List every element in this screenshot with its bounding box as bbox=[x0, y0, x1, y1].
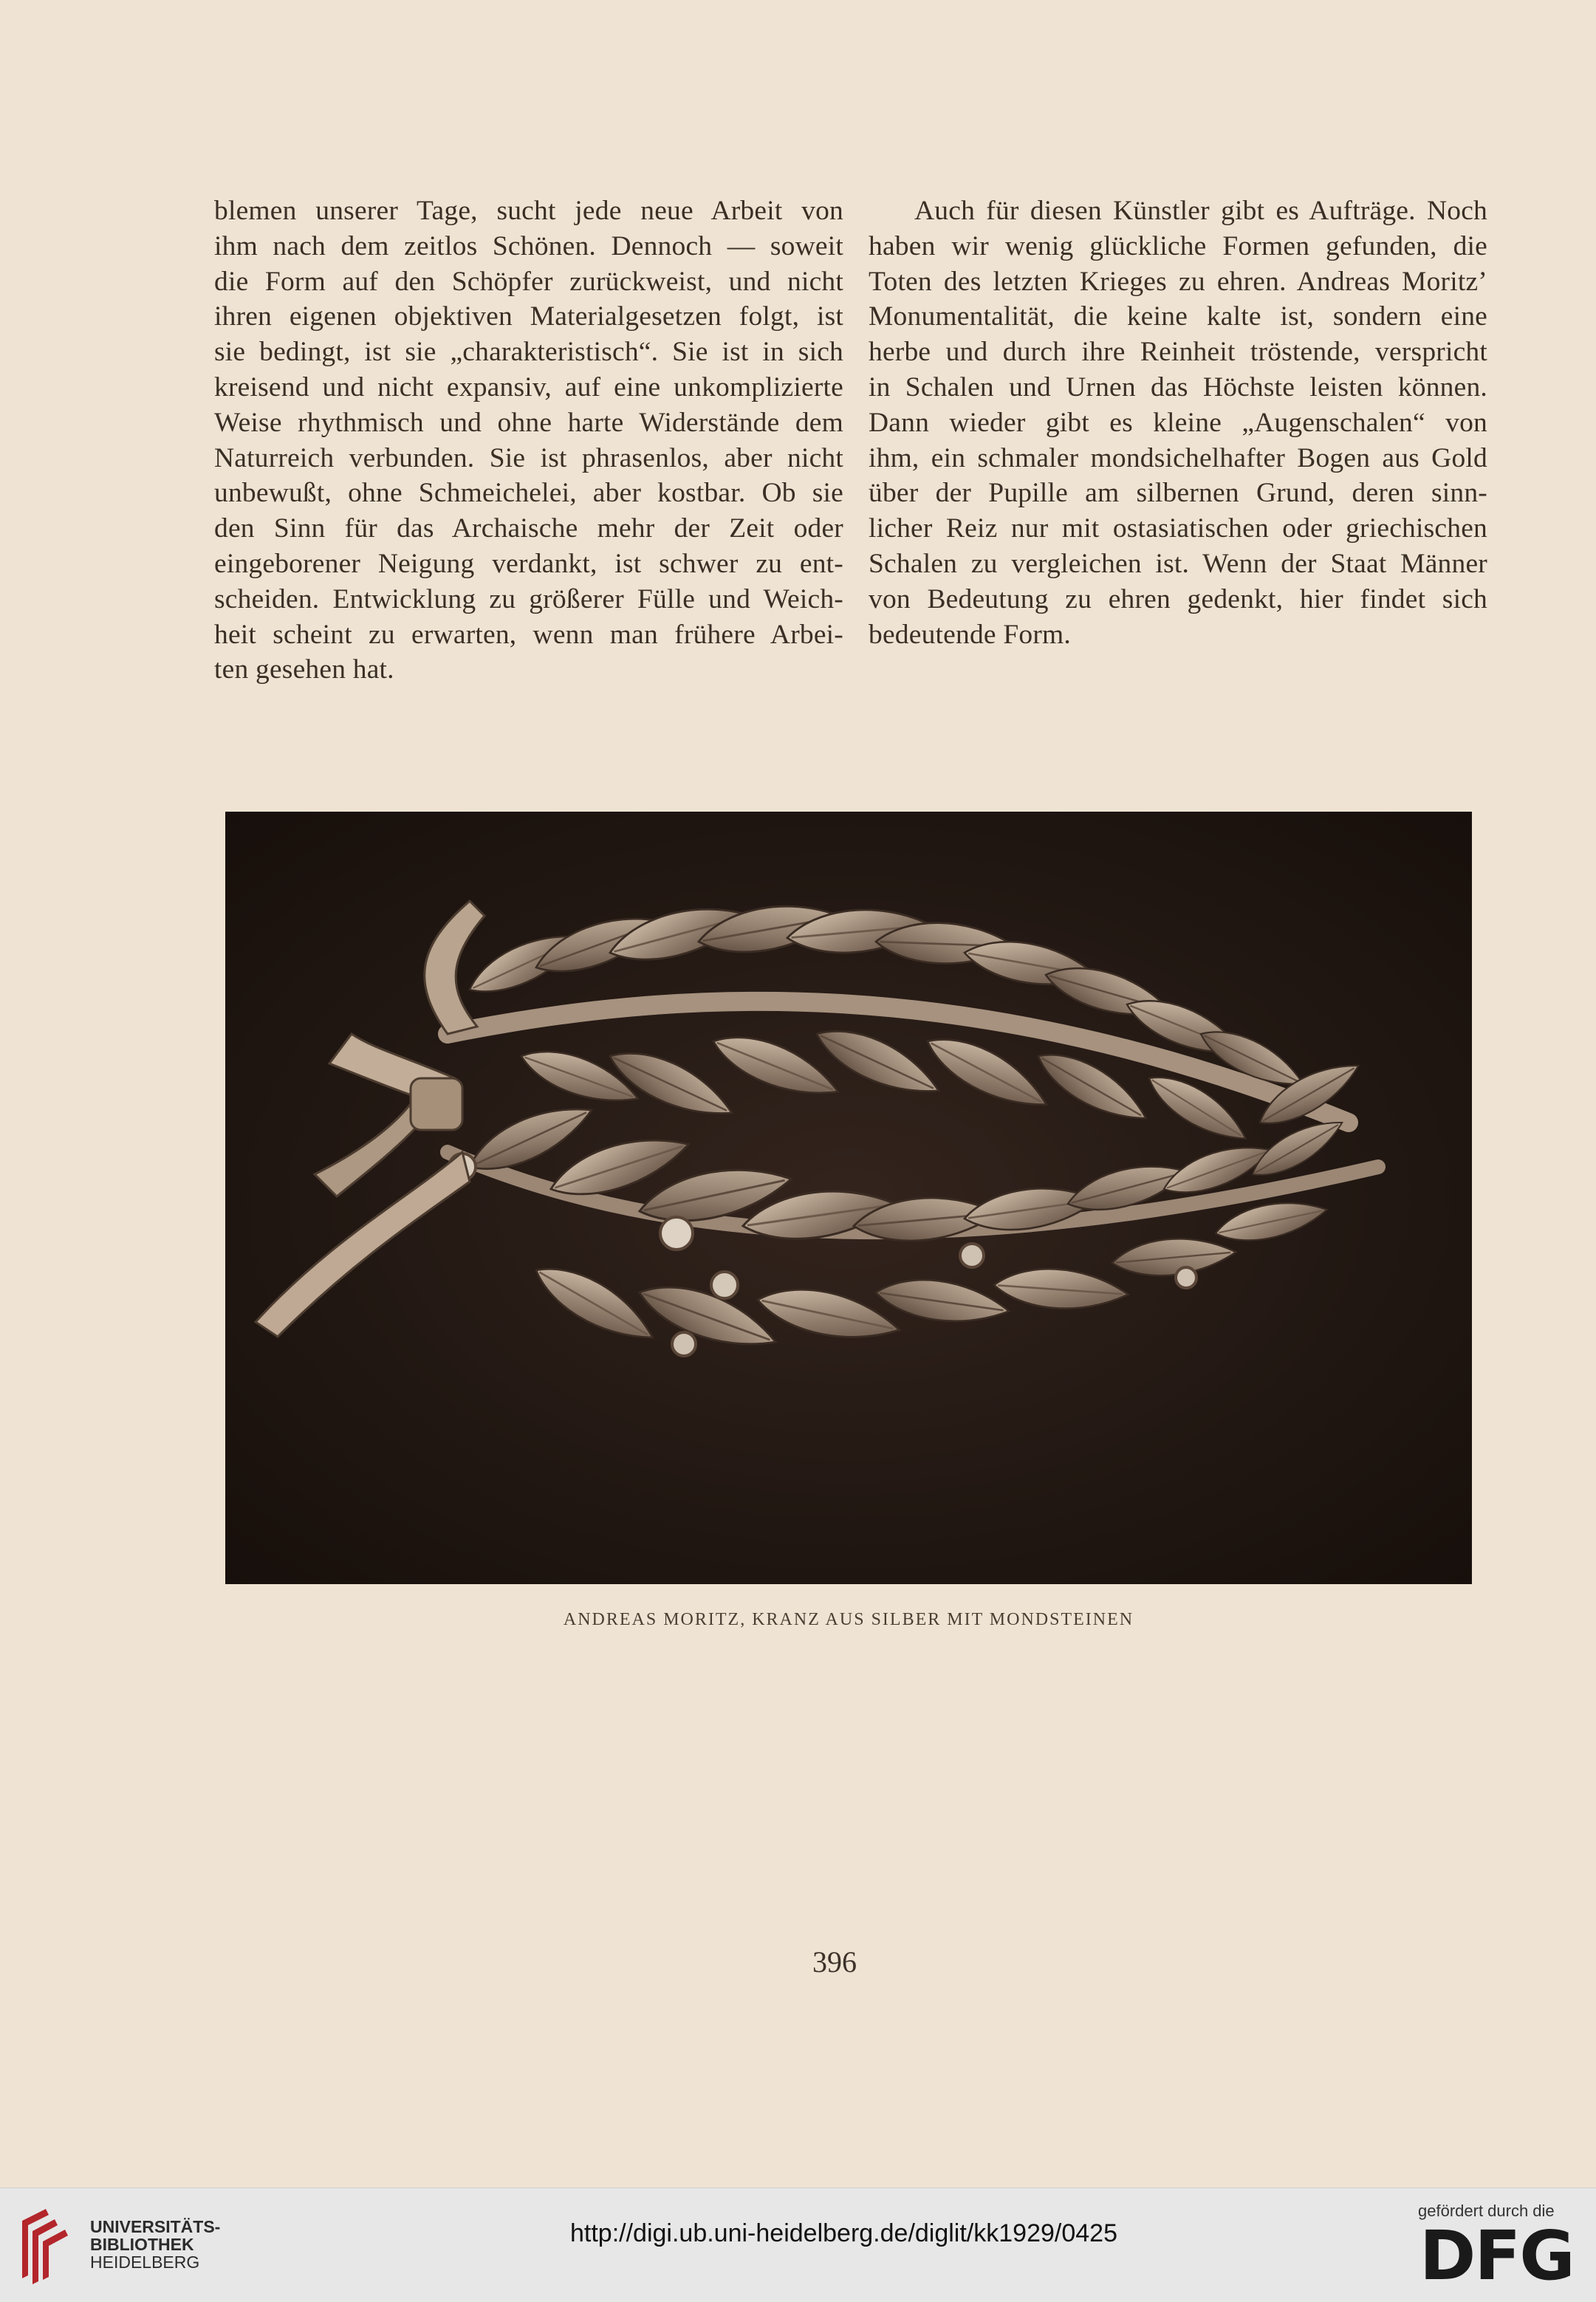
text-line: von Bedeutung zu ehren gedenkt, hier findet sich bbox=[869, 583, 1487, 614]
text-line: den Sinn für das Archaische mehr der Zeit oder bbox=[214, 513, 843, 544]
text-line: ten gesehen hat. bbox=[214, 654, 394, 685]
text-line: Weise rhythmisch und ohne harte Widerstände dem bbox=[214, 407, 843, 438]
left-text-column bbox=[214, 193, 843, 688]
text-line: herbe und durch ihre Reinheit tröstende, verspricht bbox=[869, 337, 1487, 368]
text-line: Schalen zu vergleichen ist. Wenn der Staat Männer bbox=[869, 548, 1487, 579]
text-line: Auch für diesen Künstler gibt es Aufträge. Noch bbox=[914, 196, 1487, 226]
dfg-logo: DFG bbox=[1419, 2216, 1574, 2295]
text-line: ihm nach dem zeitlos Schönen. Dennoch — soweit bbox=[214, 230, 843, 261]
text-line: die Form auf den Schöpfer zurückweist, und nicht bbox=[214, 266, 843, 297]
footer-bar bbox=[0, 2188, 1596, 2302]
library-name bbox=[90, 2218, 220, 2271]
text-line: kreisend und nicht expansiv, auf eine unkomplizierte bbox=[214, 371, 843, 402]
wreath-image bbox=[226, 812, 1471, 1583]
text-line: Naturreich verbunden. Sie ist phrasenlos, aber nicht bbox=[214, 442, 843, 473]
text-line: Monumentalität, die keine kalte ist, sondern eine bbox=[869, 301, 1487, 332]
text-line: blemen unserer Tage, sucht jede neue Arbeit von bbox=[214, 196, 843, 226]
text-line: bedeutende Form. bbox=[869, 619, 1071, 650]
text-line: sie bedingt, ist sie „charakteristisch“. Sie ist in sich bbox=[214, 337, 843, 368]
wreath-photograph bbox=[226, 812, 1471, 1583]
text-line: haben wir wenig glückliche Formen gefunden, die bbox=[869, 230, 1487, 261]
library-name-line3: HEIDELBERG bbox=[90, 2253, 200, 2272]
text-line: Dann wieder gibt es kleine „Augenschalen“ von bbox=[869, 407, 1487, 438]
text-line: in Schalen und Urnen das Höchste leisten können. bbox=[869, 371, 1487, 402]
funding-label: gefördert durch die bbox=[1418, 2202, 1555, 2220]
figure-caption: ANDREAS MORITZ, KRANZ AUS SILBER MIT MONDSTEINEN bbox=[563, 1610, 1134, 1629]
text-line: eingeborener Neigung verdankt, ist schwer zu ent- bbox=[214, 548, 843, 579]
text-line: scheiden. Entwicklung zu größerer Fülle und Weich- bbox=[214, 583, 843, 614]
library-logo-icon bbox=[16, 2205, 75, 2286]
text-line: unbewußt, ohne Schmeichelei, aber kostbar. Ob sie bbox=[214, 478, 843, 509]
text-line: heit scheint zu erwarten, wenn man frühere Arbei- bbox=[214, 619, 843, 650]
text-line: licher Reiz nur mit ostasiatischen oder griechischen bbox=[869, 513, 1487, 544]
text-line: Toten des letzten Krieges zu ehren. Andreas Moritz’ bbox=[869, 266, 1487, 297]
library-name-line1: UNIVERSITÄTS- bbox=[90, 2217, 221, 2236]
page-number: 396 bbox=[812, 1945, 857, 1979]
permalink-url[interactable]: http://digi.ub.uni-heidelberg.de/diglit/kk1929/0425 bbox=[570, 2219, 1117, 2247]
text-line: über der Pupille am silbernen Grund, deren sinn- bbox=[869, 478, 1487, 509]
text-line: ihren eigenen objektiven Materialgesetzen folgt, ist bbox=[214, 301, 843, 332]
text-line: ihm, ein schmaler mondsichelhafter Bogen aus Gold bbox=[869, 442, 1487, 473]
right-text-column bbox=[869, 193, 1487, 652]
library-name-line2: BIBLIOTHEK bbox=[90, 2235, 194, 2254]
